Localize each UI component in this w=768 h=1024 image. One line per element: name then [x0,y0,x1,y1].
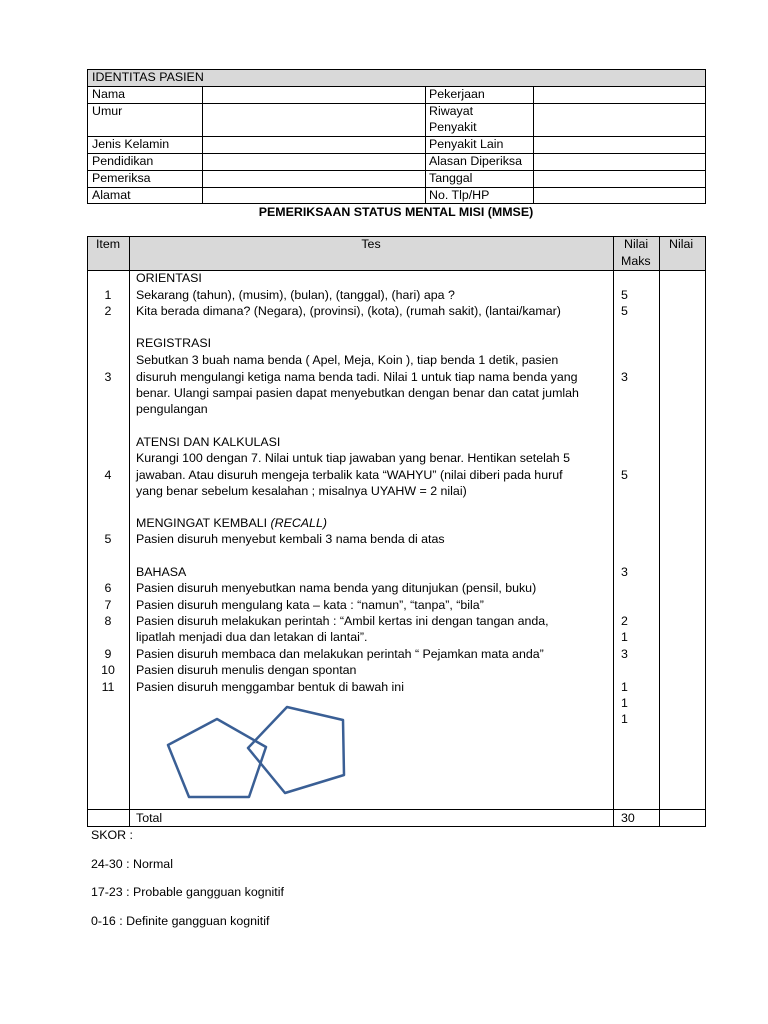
question-7: Pasien disuruh mengulang kata – kata : “namun”, “tanpa”, “bila” [136,598,484,612]
col-nilai-header: Nilai [669,237,694,251]
label-pendidikan: Pendidikan [92,154,154,168]
label-nama: Nama [92,87,126,101]
item-number: 5 [104,532,112,546]
label-alamat: Alamat [92,188,131,202]
question-11: Pasien disuruh menggambar bentuk di bawah ini [136,680,404,694]
section-orientasi: ORIENTASI [136,271,202,285]
label-penyakit-lain: Penyakit Lain [429,137,504,151]
section-registrasi: REGISTRASI [136,336,212,350]
intersecting-pentagons-drawing [160,700,360,805]
max-score: 1 [621,696,628,710]
question-6: Pasien disuruh menyebutkan nama benda yang ditunjukan (pensil, buku) [136,581,537,595]
item-number: 3 [104,370,112,384]
question-8-line-1: Pasien disuruh melakukan perintah : “Ambil kertas ini dengan tangan anda, [136,614,549,628]
col-tes-header: Tes [361,237,381,251]
question-8-line-2: lipatlah menjadi dua dan letakan di lantai”. [136,630,368,644]
label-umur: Umur [92,104,123,118]
section-mengingat-text: MENGINGAT KEMBALI [136,516,271,530]
col-item-header: Item [95,237,121,251]
label-no-tlp: No. Tlp/HP [429,188,490,202]
label-pekerjaan: Pekerjaan [429,87,485,101]
question-9: Pasien disuruh membaca dan melakukan perintah “ Pejamkan mata anda” [136,647,544,661]
skor-normal: 24-30 : Normal [91,857,173,871]
max-score: 1 [621,680,628,694]
item-number: 7 [104,598,112,612]
label-pemeriksa: Pemeriksa [92,171,151,185]
item-number: 10 [101,663,115,677]
max-score: 1 [621,630,628,644]
label-tanggal: Tanggal [429,171,473,185]
skor-definite: 0-16 : Definite gangguan kognitif [91,914,270,928]
question-3-line-2: disuruh mengulangi ketiga nama benda tadi. Nilai 1 untuk tiap nama benda yang [136,370,578,384]
question-10: Pasien disuruh menulis dengan spontan [136,663,357,677]
max-score: 3 [621,565,628,579]
question-3-line-1: Sebutkan 3 buah nama benda ( Apel, Meja, Koin ), tiap benda 1 detik, pasien [136,353,559,367]
item-number: 11 [101,680,115,694]
question-4-line-3: yang benar sebelum kesalahan ; misalnya UYAHW = 2 nilai) [136,484,467,498]
question-2: Kita berada dimana? (Negara), (provinsi), (kota), (rumah sakit), (lantai/kamar) [136,304,561,318]
max-score: 5 [621,304,628,318]
question-5: Pasien disuruh menyebut kembali 3 nama benda di atas [136,532,445,546]
skor-label: SKOR : [91,828,133,842]
max-score: 5 [621,288,628,302]
item-number: 6 [104,581,112,595]
max-score: 5 [621,468,628,482]
question-1: Sekarang (tahun), (musim), (bulan), (tanggal), (hari) apa ? [136,288,455,302]
left-pentagon [168,719,266,797]
total-value: 30 [621,811,635,825]
item-number: 2 [104,304,112,318]
question-4-line-1: Kurangi 100 dengan 7. Nilai untuk tiap jawaban yang benar. Hentikan setelah 5 [136,451,570,465]
section-mengingat-recall: (RECALL) [270,516,327,530]
section-bahasa: BAHASA [136,565,187,579]
item-number: 1 [104,288,112,302]
item-number: 4 [104,468,112,482]
page-title: PEMERIKSAAN STATUS MENTAL MISI (MMSE) [258,205,534,219]
question-4-line-2: jawaban. Atau disuruh mengeja terbalik kata “WAHYU” (nilai diberi pada huruf [136,468,563,482]
section-atensi: ATENSI DAN KALKULASI [136,435,281,449]
item-number: 8 [104,614,112,628]
max-score: 2 [621,614,628,628]
max-score: 3 [621,370,628,384]
question-3-line-3: benar. Ulangi sampai pasien dapat menyebutkan dengan benar dan catat jumlah [136,386,579,400]
item-number: 9 [104,647,112,661]
max-score: 1 [621,712,628,726]
label-alasan-diperiksa: Alasan Diperiksa [429,154,522,168]
total-label: Total [136,811,163,825]
right-pentagon [248,707,344,793]
section-mengingat [136,515,327,531]
col-nilai-maks-header-2: Maks [621,254,651,268]
max-score: 3 [621,647,628,661]
skor-probable: 17-23 : Probable gangguan kognitif [91,885,284,899]
question-3-line-4: pengulangan [136,402,208,416]
label-jenis-kelamin: Jenis Kelamin [92,137,170,151]
label-penyakit: Penyakit [429,120,477,134]
col-nilai-maks-header-1: Nilai [624,237,649,251]
identity-header: IDENTITAS PASIEN [92,70,204,84]
label-riwayat: Riwayat [429,104,474,118]
